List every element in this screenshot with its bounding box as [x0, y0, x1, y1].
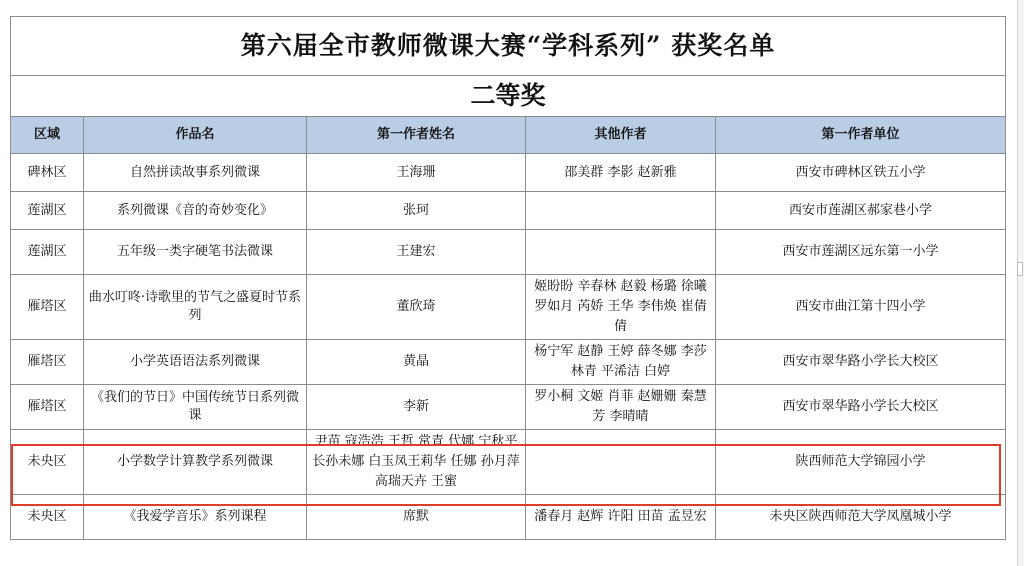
table-row [11, 192, 1006, 230]
table-row [11, 275, 1006, 340]
cell-co-authors: 姬盼盼 辛春林 赵毅 杨璐 徐曦 罗如月 芮娇 王华 李伟焕 崔倩倩 [526, 275, 716, 340]
cell-author: 席默 [307, 495, 526, 540]
cell-work: 小学英语语法系列微课 [84, 340, 307, 385]
cell-unit: 西安市碑林区铁五小学 [716, 154, 1006, 192]
title-row [11, 17, 1006, 76]
cell-unit: 未央区陕西师范大学凤凰城小学 [716, 495, 1006, 540]
cell-author: 王建宏 [307, 230, 526, 275]
award-table [10, 16, 1006, 540]
table-row [11, 340, 1006, 385]
cell-region: 雁塔区 [11, 340, 84, 385]
cell-co-authors: 邵美群 李影 赵新雅 [526, 154, 716, 192]
cell-work: 小学数学计算教学系列微课 [84, 430, 307, 495]
table-row [11, 230, 1006, 275]
column-header-work: 作品名 [84, 117, 307, 154]
cell-region: 莲湖区 [11, 230, 84, 275]
table-row [11, 385, 1006, 430]
cell-unit: 陕西师范大学锦园小学 [716, 430, 1006, 495]
cell-region: 未央区 [11, 495, 84, 540]
cell-unit: 西安市翠华路小学长大校区 [716, 385, 1006, 430]
cell-author: 张珂 [307, 192, 526, 230]
column-header-author: 第一作者姓名 [307, 117, 526, 154]
cell-unit: 西安市莲湖区远东第一小学 [716, 230, 1006, 275]
cell-author: 尹苗 寇浩浩 王哲 常青 代娜 宁秋平 长孙未娜 白玉凤王莉华 任娜 孙月萍 高瑞天卉 王蜜 [307, 430, 526, 495]
award-level: 二等奖 [11, 76, 1006, 117]
cell-region: 雁塔区 [11, 385, 84, 430]
table-row [11, 495, 1006, 540]
cell-author: 黄晶 [307, 340, 526, 385]
scrollbar[interactable] [1017, 0, 1024, 566]
cell-co-authors [526, 192, 716, 230]
award-list-sheet [10, 16, 1006, 540]
cell-author: 董欣琦 [307, 275, 526, 340]
cell-region: 雁塔区 [11, 275, 84, 340]
table-row [11, 154, 1006, 192]
column-header-unit: 第一作者单位 [716, 117, 1006, 154]
cell-work: 自然拼读故事系列微课 [84, 154, 307, 192]
cell-work: 五年级一类字硬笔书法微课 [84, 230, 307, 275]
cell-work: 《我爱学音乐》系列课程 [84, 495, 307, 540]
cell-co-authors [526, 430, 716, 495]
cell-unit: 西安市莲湖区郝家巷小学 [716, 192, 1006, 230]
cell-unit: 西安市翠华路小学长大校区 [716, 340, 1006, 385]
scrollbar-thumb[interactable] [1017, 262, 1023, 276]
cell-region: 莲湖区 [11, 192, 84, 230]
cell-region: 碑林区 [11, 154, 84, 192]
column-header-co-authors: 其他作者 [526, 117, 716, 154]
cell-work: 曲水叮咚·诗歌里的节气之盛夏时节系列 [84, 275, 307, 340]
header-row [11, 117, 1006, 154]
cell-author: 李新 [307, 385, 526, 430]
cell-work: 《我们的节日》中国传统节日系列微课 [84, 385, 307, 430]
cell-co-authors: 杨宁军 赵静 王婷 薛冬娜 李莎 林青 平浠洁 白婷 [526, 340, 716, 385]
page-title: 第六届全市教师微课大赛“学科系列” 获奖名单 [11, 17, 1006, 76]
column-header-region: 区域 [11, 117, 84, 154]
cell-unit: 西安市曲江第十四小学 [716, 275, 1006, 340]
cell-author: 王海珊 [307, 154, 526, 192]
cell-co-authors: 罗小桐 文姬 肖菲 赵姗姗 秦慧芳 李晴晴 [526, 385, 716, 430]
cell-co-authors: 潘春月 赵辉 许阳 田苗 孟昱宏 [526, 495, 716, 540]
table-row-highlighted [11, 430, 1006, 495]
cell-co-authors [526, 230, 716, 275]
cell-region: 未央区 [11, 430, 84, 495]
award-level-row [11, 76, 1006, 117]
cell-work: 系列微课《音的奇妙变化》 [84, 192, 307, 230]
